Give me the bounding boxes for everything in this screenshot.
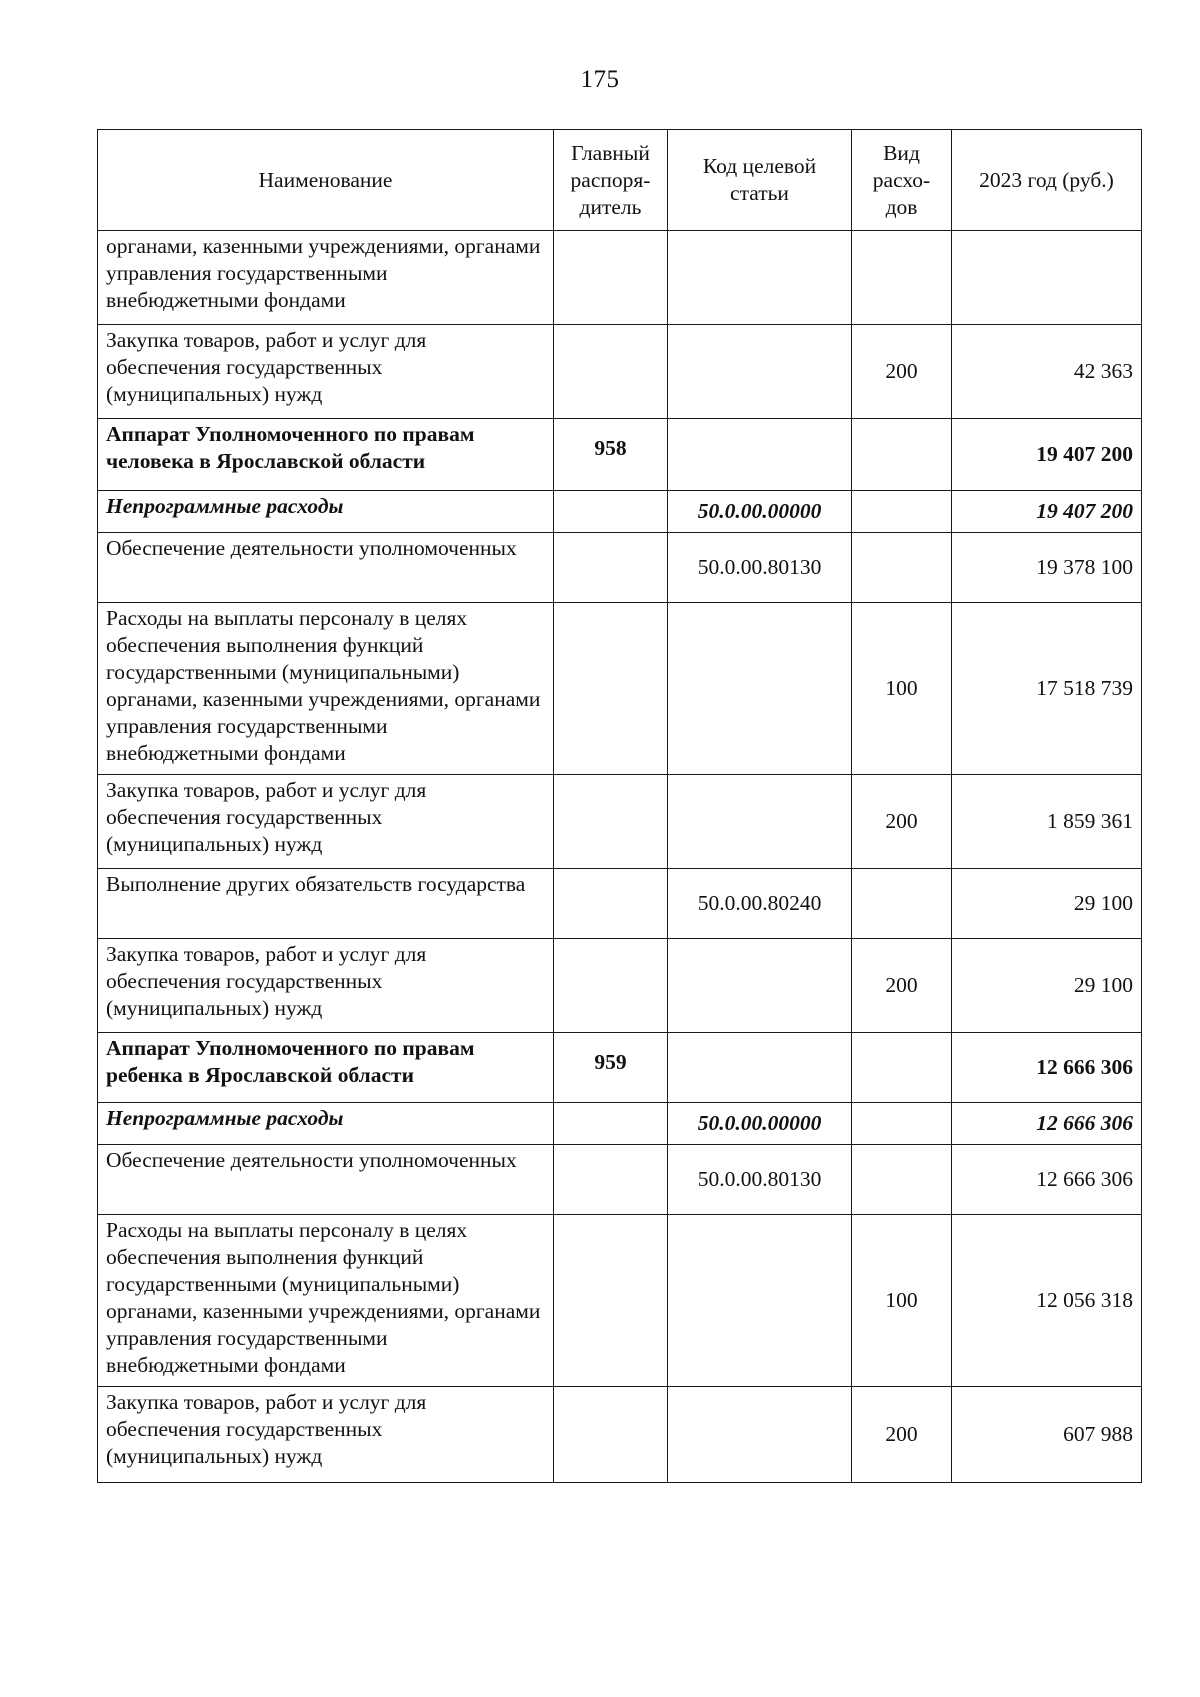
cell-amount: 607 988 [952,1387,1142,1483]
cell-amount: 12 666 306 [952,1103,1142,1145]
cell-grbs [554,533,668,603]
cell-vid [852,491,952,533]
table-row [98,775,1142,869]
cell-vid: 200 [852,939,952,1033]
cell-grbs [554,869,668,939]
cell-grbs [554,1145,668,1215]
cell-code [668,1387,852,1483]
cell-grbs [554,939,668,1033]
cell-name: Закупка товаров, работ и услуг для обеспечения государственных (муниципальных) нужд [98,775,554,869]
cell-grbs [554,1215,668,1387]
cell-vid: 200 [852,775,952,869]
cell-name: Обеспечение деятельности уполномоченных [98,1145,554,1215]
header-code: Код целевой статьи [668,130,852,231]
cell-name: Аппарат Уполномоченного по правам ребенка в Ярославской области [98,1033,554,1103]
table-row [98,231,1142,325]
cell-vid [852,419,952,491]
cell-grbs [554,1103,668,1145]
cell-code: 50.0.00.00000 [668,491,852,533]
budget-table [97,129,1142,1483]
cell-code: 50.0.00.00000 [668,1103,852,1145]
cell-code: 50.0.00.80130 [668,533,852,603]
table-body [98,231,1142,1483]
cell-name: Закупка товаров, работ и услуг для обеспечения государственных (муниципальных) нужд [98,325,554,419]
cell-amount: 29 100 [952,939,1142,1033]
cell-amount: 19 378 100 [952,533,1142,603]
cell-code [668,603,852,775]
cell-name: Обеспечение деятельности уполномоченных [98,533,554,603]
cell-amount: 42 363 [952,325,1142,419]
table-row [98,939,1142,1033]
cell-name: Расходы на выплаты персоналу в целях обеспечения выполнения функций государственными (муниципальными) органами, казенными учреждениями, органами управления государственными внебюджетными фондами [98,1215,554,1387]
table-row [98,1103,1142,1145]
cell-amount: 12 666 306 [952,1033,1142,1103]
cell-code [668,419,852,491]
cell-grbs [554,325,668,419]
cell-name: органами, казенными учреждениями, органами управления государственными внебюджетными фондами [98,231,554,325]
cell-name: Закупка товаров, работ и услуг для обеспечения государственных (муниципальных) нужд [98,1387,554,1483]
table-row [98,603,1142,775]
cell-code [668,775,852,869]
table-row [98,1387,1142,1483]
cell-amount: 19 407 200 [952,419,1142,491]
cell-name: Непрограммные расходы [98,491,554,533]
cell-vid [852,1103,952,1145]
cell-grbs: 958 [554,419,668,491]
cell-grbs: 959 [554,1033,668,1103]
header-amount: 2023 год (руб.) [952,130,1142,231]
table-row [98,419,1142,491]
cell-vid [852,1033,952,1103]
cell-code [668,1033,852,1103]
cell-name: Выполнение других обязательств государства [98,869,554,939]
cell-amount: 19 407 200 [952,491,1142,533]
cell-amount: 12 666 306 [952,1145,1142,1215]
cell-vid: 200 [852,325,952,419]
page-number: 175 [580,66,620,93]
cell-amount: 29 100 [952,869,1142,939]
cell-name: Закупка товаров, работ и услуг для обеспечения государственных (муниципальных) нужд [98,939,554,1033]
cell-name: Аппарат Уполномоченного по правам человека в Ярославской области [98,419,554,491]
table-header-row [98,130,1142,231]
cell-code [668,325,852,419]
cell-vid [852,1145,952,1215]
cell-code [668,939,852,1033]
header-grbs: Главный распоря-дитель [554,130,668,231]
table-row [98,1033,1142,1103]
table-row [98,1145,1142,1215]
cell-grbs [554,603,668,775]
cell-grbs [554,1387,668,1483]
cell-code [668,231,852,325]
cell-vid: 100 [852,603,952,775]
cell-amount: 1 859 361 [952,775,1142,869]
cell-code [668,1215,852,1387]
cell-amount [952,231,1142,325]
cell-grbs [554,231,668,325]
cell-vid [852,869,952,939]
cell-code: 50.0.00.80240 [668,869,852,939]
cell-grbs [554,775,668,869]
cell-grbs [554,491,668,533]
header-vid: Вид расхо-дов [852,130,952,231]
table-row [98,869,1142,939]
cell-amount: 12 056 318 [952,1215,1142,1387]
table-row [98,491,1142,533]
cell-code: 50.0.00.80130 [668,1145,852,1215]
table-row [98,533,1142,603]
cell-name: Расходы на выплаты персоналу в целях обеспечения выполнения функций государственными (муниципальными) органами, казенными учреждениями, органами управления государственными внебюджетными фондами [98,603,554,775]
cell-vid [852,533,952,603]
cell-vid [852,231,952,325]
cell-name: Непрограммные расходы [98,1103,554,1145]
cell-vid: 100 [852,1215,952,1387]
table-row [98,325,1142,419]
cell-vid: 200 [852,1387,952,1483]
cell-amount: 17 518 739 [952,603,1142,775]
header-name: Наименование [98,130,554,231]
table-row [98,1215,1142,1387]
